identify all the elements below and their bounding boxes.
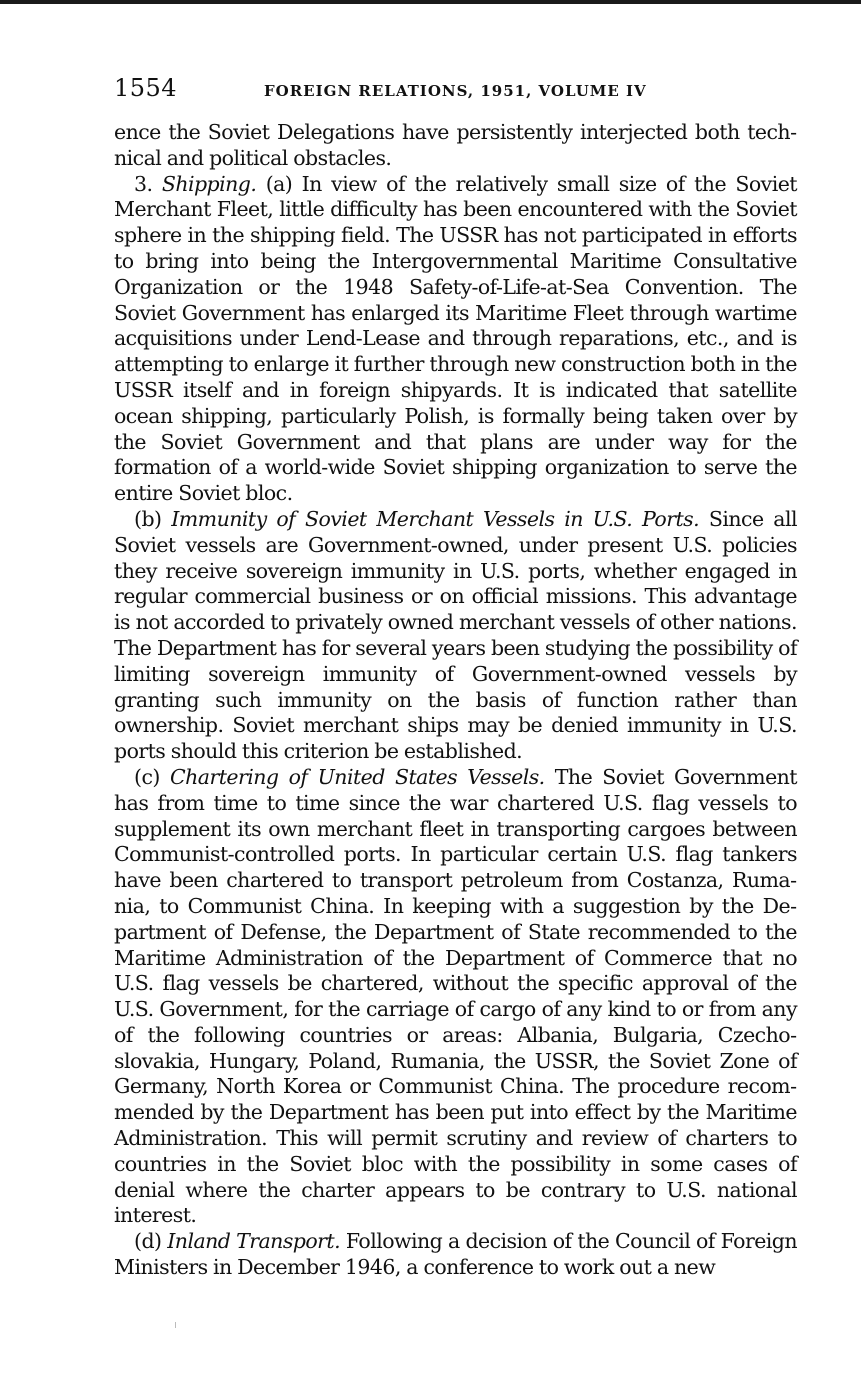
document-page	[114, 74, 797, 1281]
section-number: 3.	[134, 171, 162, 196]
body-text	[114, 120, 797, 1281]
running-title: FOREIGN RELATIONS, 1951, VOLUME IV	[264, 82, 647, 100]
paragraph-text: The Soviet Government has from time to time since the war chartered U.S. flag vessels to supplement its own merchant fleet in transporting cargoes between Communist-controlled ports. In particular certain U.S. flag tankers have been chartered to transport petroleum from Costanza, Rumania, to Communist China. In keeping with a suggestion by the Department of Defense, the Department of State recommended to the Maritime Administration of the Department of Commerce that no U.S. flag vessels be chartered, without the specific approval of the U.S. Government, for the carriage of cargo of any kind to or from any of the following countries or areas: Albania, Bulgaria, Czechoslovakia, Hungary, Poland, Rumania, the USSR, the Soviet Zone of Germany, North Korea or Communist China. The procedure recommended by the Department has been put into effect by the Maritime Administration. This will permit scrutiny and review of charters to countries in the Soviet bloc with the possibility in some cases of denial where the charter appears to be contrary to U.S. national interest.	[114, 764, 797, 1228]
paragraph-continuation	[114, 120, 797, 172]
subsection-heading: Inland Transport.	[167, 1229, 341, 1254]
top-edge-rule	[0, 0, 861, 4]
scan-mark	[175, 1322, 176, 1328]
paragraph-chartering	[114, 765, 797, 1229]
subsection-label: (b)	[134, 506, 172, 531]
paragraph-text: ence the Soviet Delegations have persistently interjected both technical and political obstacles.	[114, 120, 797, 170]
paragraph-text: Following a decision of the Council of Foreign Ministers in December 1946, a conference to work out a new	[114, 1229, 798, 1280]
subsection-heading: Chartering of United States Vessels.	[169, 764, 545, 789]
subsection-label: (d)	[134, 1229, 168, 1254]
subsection-label: (c)	[134, 764, 170, 789]
paragraph-text: Since all Soviet vessels are Government-owned, under present U.S. policies they receive sovereign immunity in U.S. ports, whether engaged in regular commercial business or on official missions. This advantage is not accorded to privately owned merchant vessels of other nations. The Department has for several years been studying the possibility of limiting sovereign immunity of Government-owned vessels by granting such immunity on the basis of function rather than ownership. Soviet merchant ships may be denied immunity in U.S. ports should this criterion be established.	[114, 506, 797, 764]
paragraph-text: (a) In view of the relatively small size of the Soviet Merchant Fleet, little difficulty has been encountered with the Soviet sphere in the shipping field. The USSR has not participated in efforts to bring into being the Intergovernmental Maritime Consultative Organization or the 1948 Safety-of-Life-at-Sea Convention. The Soviet Government has enlarged its Maritime Fleet through wartime acquisitions under Lend-Lease and through reparations, etc., and is attempting to enlarge it further through new construction both in the USSR itself and in foreign shipyards. It is indicated that satellite ocean shipping, particularly Polish, is formally being taken over by the Soviet Government and that plans are under way for the formation of a world-wide Soviet shipping organization to serve the entire Soviet bloc.	[114, 171, 797, 506]
running-header	[114, 74, 797, 106]
section-heading: Shipping.	[161, 171, 257, 196]
paragraph-shipping	[114, 172, 797, 507]
paragraph-inland-transport	[114, 1229, 797, 1281]
subsection-heading: Immunity of Soviet Merchant Vessels in U.S. Ports.	[171, 506, 700, 531]
paragraph-immunity	[114, 507, 797, 765]
page-number: 1554	[114, 74, 178, 102]
